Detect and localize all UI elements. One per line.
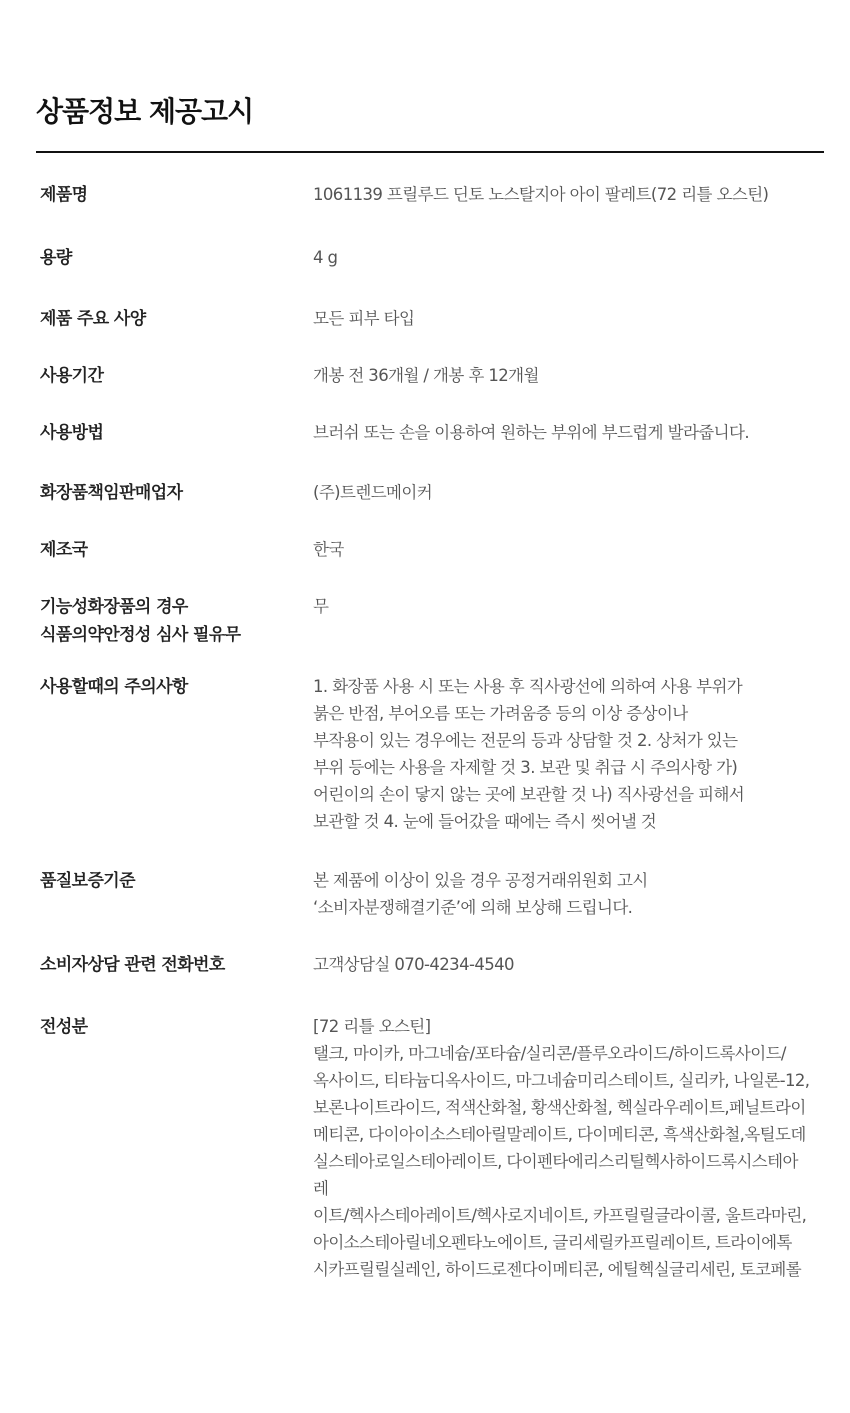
row-value: 모든 피부 타입 xyxy=(313,309,415,328)
row-label: 품질보증기준 xyxy=(40,871,135,891)
row-label: 소비자상담 관련 전화번호 xyxy=(40,955,225,975)
row-label: 기능성화장품의 경우 식품의약안정성 심사 필유무 xyxy=(40,597,241,645)
row-label: 화장품책임판매업자 xyxy=(40,483,183,503)
row-value: 1. 화장품 사용 시 또는 사용 후 직사광선에 의하여 사용 부위가 붉은 반점, 부어오름 또는 가려움증 등의 이상 증상이나 부작용이 있는 경우에는 전문의 등과 상담할 것 2. 상처가 있는 부위 등에는 사용을 자제할 것 3. 보관 및 취급 시 주의사항 가) 어린이의 손이 닿지 않는 곳에 보관할 것 나) 직사광선을 피해서 보관할 것 4. 눈에 들어갔을 때에는 즉시 씻어낼 것 xyxy=(313,677,745,831)
row-value: (주)트렌드메이커 xyxy=(313,483,433,502)
title-divider xyxy=(36,151,824,153)
row-label: 제품 주요 사양 xyxy=(40,309,146,329)
row-label: 사용할때의 주의사항 xyxy=(40,677,188,697)
row-value: 본 제품에 이상이 있을 경우 공정거래위원회 고시 ‘소비자분쟁해결기준’에 의해 보상해 드립니다. xyxy=(313,871,648,917)
row-value: 한국 xyxy=(313,540,344,559)
row-label: 사용기간 xyxy=(40,366,104,386)
row-value: 무 xyxy=(313,597,329,616)
page-title: 상품정보 제공고시 xyxy=(36,95,254,128)
row-label: 제품명 xyxy=(40,185,88,205)
row-label: 제조국 xyxy=(40,540,88,560)
row-label: 사용방법 xyxy=(40,423,104,443)
row-value: 4 g xyxy=(313,248,338,267)
row-value: 1061139 프릴루드 딘토 노스탈지아 아이 팔레트(72 리틀 오스틴) xyxy=(313,185,769,204)
row-value: 개봉 전 36개월 / 개봉 후 12개월 xyxy=(313,366,539,385)
row-value: 고객상담실 070-4234-4540 xyxy=(313,955,514,974)
row-label: 전성분 xyxy=(40,1017,88,1037)
row-value: 브러쉬 또는 손을 이용하여 원하는 부위에 부드럽게 발라줍니다. xyxy=(313,423,749,442)
row-label: 용량 xyxy=(40,248,72,268)
row-value: [72 리틀 오스틴] 탤크, 마이카, 마그네슘/포타슘/실리콘/플루오라이드/하이드록사이드/ 옥사이드, 티타늄디옥사이드, 마그네슘미리스테이트, 실리카, 나일론-12, 보론나이트라이드, 적색산화철, 황색산화철, 헥실라우레이트,페닐트라이 메티콘, 다이아이소스테아릴말레이트, 다이메티콘, 흑색산화철,옥틸도데 실스테아로일스테아레이트, 다이펜타에리스리틸헥사하이드록시스테아레 이트/헥사스테아레이트/헥사로지네이트, 카프릴릴글라이콜, 울트라마린, 아이소스테아릴네오펜타노에이트, 글리세릴카프릴레이트, 트라이에톡 시카프릴릴실레인, 하이드로젠다이메티콘, 에틸헥실글리세린, 토코페롤 xyxy=(313,1017,810,1279)
